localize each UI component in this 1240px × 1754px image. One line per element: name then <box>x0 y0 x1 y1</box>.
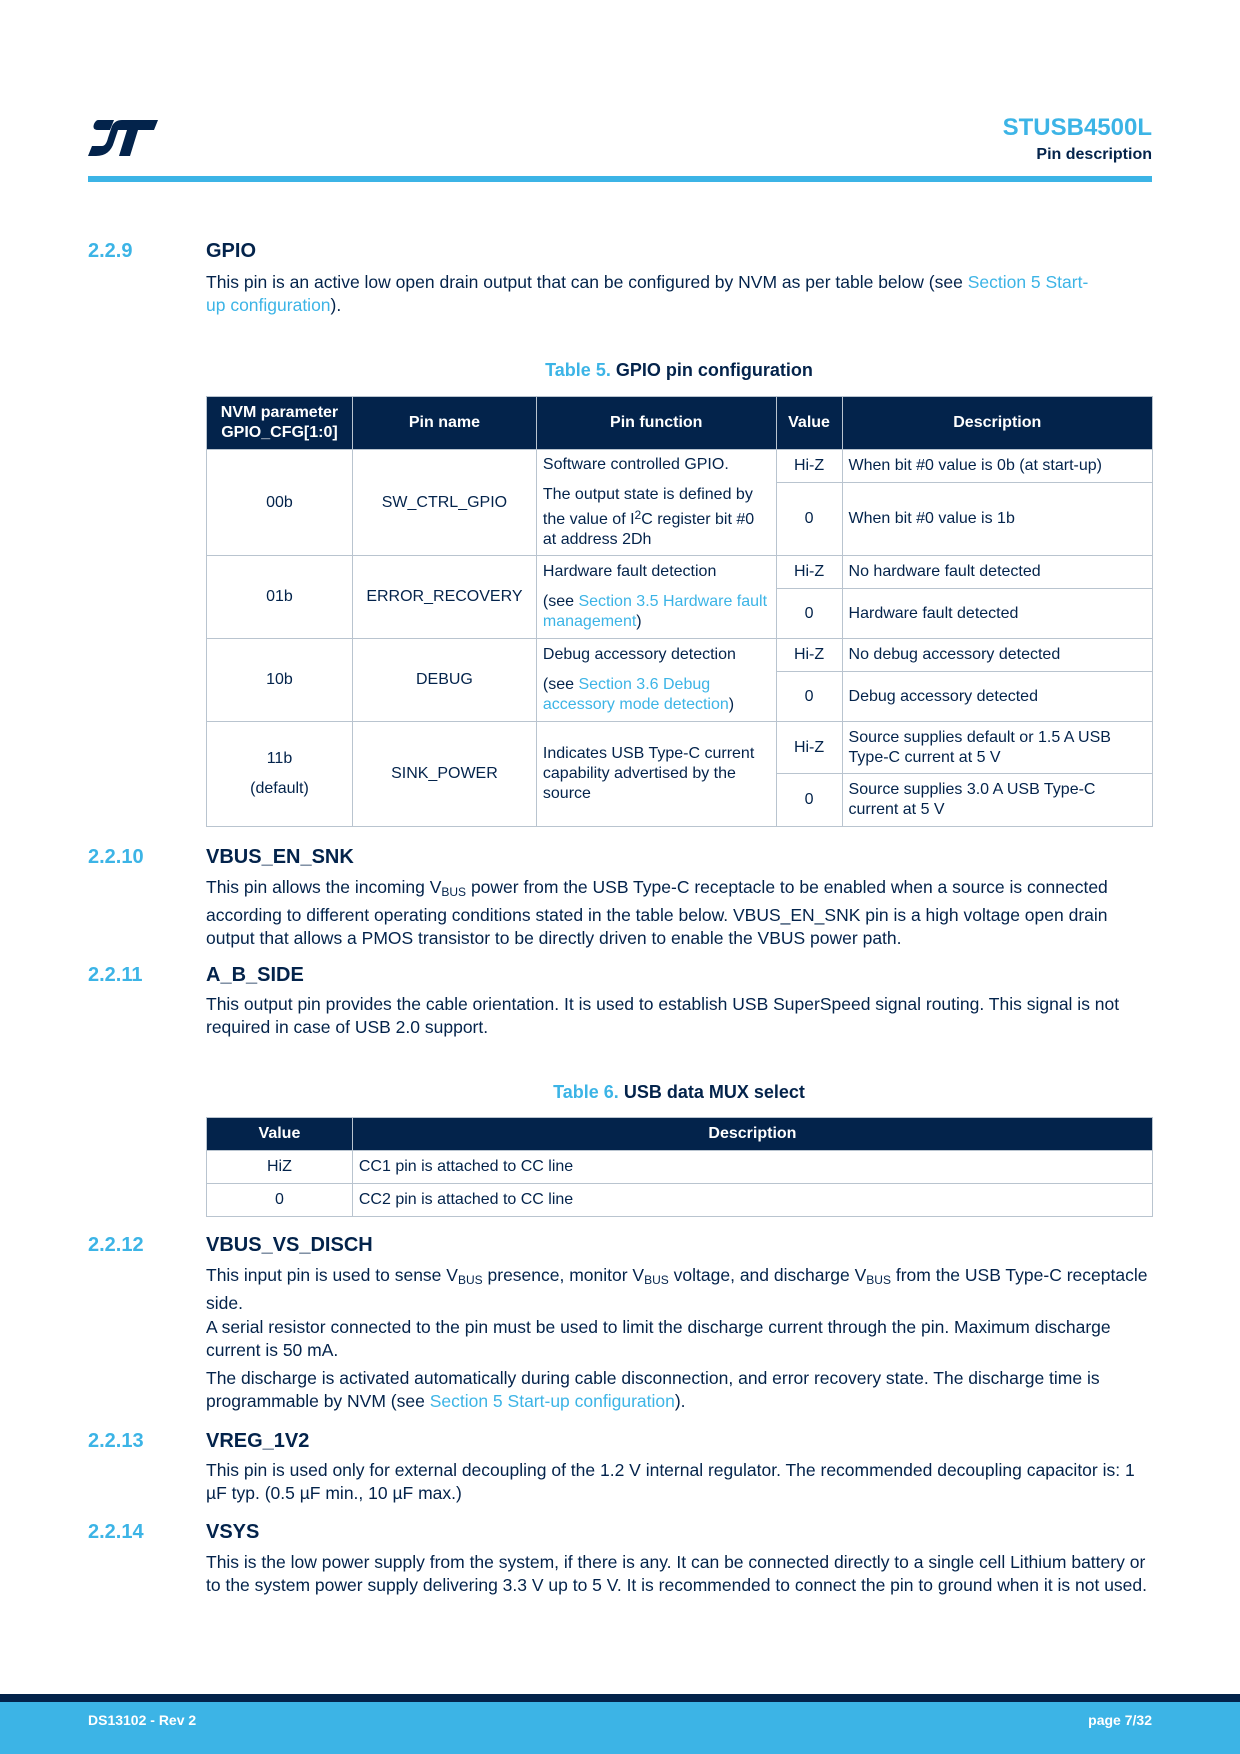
value-cell: 0 <box>776 589 842 639</box>
pin-function-cell: Hardware fault detection (see Section 3.5 Hardware fault management) <box>536 556 776 639</box>
header-value: Value <box>207 1118 353 1151</box>
header-divider <box>88 176 1152 182</box>
value-cell: Hi-Z <box>776 450 842 483</box>
table5-caption: Table 5. GPIO pin configuration <box>545 360 813 380</box>
value-cell: Hi-Z <box>776 639 842 672</box>
pin-function-cell: Software controlled GPIO. The output state is defined by the value of $I^2C$ register bit #0 at address 2Dh <box>536 450 776 556</box>
header-description: Description <box>352 1118 1152 1151</box>
section-title-vreg-1v2: VREG_1V2 <box>206 1430 310 1452</box>
nvm-cell: 00b <box>207 450 353 556</box>
nvm-cell: 11b (default) <box>207 722 353 827</box>
pin-function-cell: Indicates USB Type-C current capability advertised by the source <box>536 722 776 827</box>
description-cell: CC2 pin is attached to CC line <box>352 1184 1152 1217</box>
pin-name-cell: ERROR_RECOVERY <box>352 556 536 639</box>
gpio-paragraph: This pin is an active low open drain output that can be configured by NVM as per table below (see Section 5 Start-up configuration). <box>206 272 1089 315</box>
table6-caption: Table 6. USB data MUX select <box>553 1082 805 1102</box>
description-cell: No hardware fault detected <box>842 556 1152 589</box>
table-row <box>207 639 1153 672</box>
header-pin-function: Pin function <box>536 397 776 450</box>
value-cell: Hi-Z <box>776 722 842 774</box>
value-cell: Hi-Z <box>776 556 842 589</box>
description-cell: Hardware fault detected <box>842 589 1152 639</box>
description-cell: Source supplies default or 1.5 A USB Type-C current at 5 V <box>842 722 1152 774</box>
description-cell: CC1 pin is attached to CC line <box>352 1151 1152 1184</box>
description-cell: Debug accessory detected <box>842 672 1152 722</box>
section-number-vsys: 2.2.14 <box>88 1521 144 1543</box>
document-revision: DS13102 - Rev 2 <box>88 1712 197 1728</box>
value-cell: 0 <box>207 1184 353 1217</box>
nvm-cell: 01b <box>207 556 353 639</box>
section-number-vbus-vs-disch: 2.2.12 <box>88 1234 144 1256</box>
section-number-vbus-en-snk: 2.2.10 <box>88 846 144 868</box>
st-logo-icon <box>88 118 160 158</box>
vbus-vs-disch-paragraph-2: A serial resistor connected to the pin must be used to limit the discharge current through the pin. Maximum discharge current is 50 mA. <box>206 1317 1111 1360</box>
header-pin-name: Pin name <box>352 397 536 450</box>
value-cell: 0 <box>776 672 842 722</box>
vreg-1v2-paragraph: This pin is used only for external decoupling of the 1.2 V internal regulator. The recommended decoupling capacitor is: 1 µF typ. (0.5 µF min., 10 µF max.) <box>206 1460 1135 1503</box>
section-title-vbus-en-snk: VBUS_EN_SNK <box>206 846 354 868</box>
link-section-3-5[interactable]: Section 3.5 Hardware fault management <box>542 593 768 630</box>
link-section-5[interactable]: Section 5 Start-up configuration <box>429 1391 675 1411</box>
description-cell: When bit #0 value is 0b (at start-up) <box>842 450 1152 483</box>
vsys-paragraph: This is the low power supply from the system, if there is any. It can be connected directly to a single cell Lithium battery or to the system power supply delivering 3.3 V up to 5 V. It is recommended to connect the pin to ground when it is not used. <box>206 1552 1148 1595</box>
description-cell: Source supplies 3.0 A USB Type-C current at 5 V <box>842 774 1152 827</box>
footer-divider <box>0 1694 1240 1702</box>
section-title-gpio: GPIO <box>206 240 257 262</box>
document-subtitle: Pin description <box>1036 146 1152 163</box>
pin-function-cell: Debug accessory detection (see Section 3.6 Debug accessory mode detection) <box>536 639 776 722</box>
gpio-config-table <box>206 396 1153 827</box>
pin-name-cell: SINK_POWER <box>352 722 536 827</box>
a-b-side-paragraph: This output pin provides the cable orientation. It is used to establish USB SuperSpeed signal routing. This signal is not required in case of USB 2.0 support. <box>206 994 1120 1037</box>
table-row <box>207 722 1153 774</box>
section-title-vbus-vs-disch: VBUS_VS_DISCH <box>206 1234 373 1256</box>
vbus-vs-disch-paragraph-1: This input pin is used to sense $V_{BUS}$ presence, monitor $V_{BUS}$ voltage, and discharge $V_{BUS}$ from the USB Type-C receptacle side. <box>206 1265 1148 1313</box>
section-number-a-b-side: 2.2.11 <box>88 964 143 986</box>
description-cell: When bit #0 value is 1b <box>842 483 1152 556</box>
table-row <box>207 556 1153 589</box>
header-description: Description <box>842 397 1152 450</box>
vbus-vs-disch-paragraph-3: The discharge is activated automatically during cable disconnection, and error recovery state. The discharge time is programmable by NVM (see Section 5 Start-up configuration). <box>206 1368 1100 1411</box>
section-number-vreg-1v2: 2.2.13 <box>88 1430 144 1452</box>
section-title-vsys: VSYS <box>206 1521 260 1543</box>
pin-name-cell: DEBUG <box>352 639 536 722</box>
table-row <box>207 450 1153 483</box>
section-number-gpio: 2.2.9 <box>88 240 133 262</box>
value-cell: 0 <box>776 483 842 556</box>
table-row <box>207 1151 1153 1184</box>
link-section-3-6[interactable]: Section 3.6 Debug accessory mode detection <box>542 676 729 713</box>
page-number: page 7/32 <box>1088 1712 1152 1728</box>
header-nvm-parameter: NVM parameter GPIO_CFG[1:0] <box>207 397 353 450</box>
nvm-cell: 10b <box>207 639 353 722</box>
value-cell: 0 <box>776 774 842 827</box>
usb-mux-table <box>206 1117 1153 1217</box>
section-title-a-b-side: A_B_SIDE <box>206 964 304 986</box>
description-cell: No debug accessory detected <box>842 639 1152 672</box>
header-value: Value <box>776 397 842 450</box>
pin-name-cell: SW_CTRL_GPIO <box>352 450 536 556</box>
value-cell: HiZ <box>207 1151 353 1184</box>
vbus-en-snk-paragraph: This pin allows the incoming $V_{BUS}$ power from the USB Type-C receptacle to be enabled when a source is connected according to different operating conditions stated in the table below. VBUS_EN_SNK pin is a high voltage open drain output that allows a PMOS transistor to be directly driven to enable the VBUS power path. <box>206 877 1108 948</box>
table-row <box>207 1184 1153 1217</box>
link-section-5[interactable]: Section 5 Start-up configuration <box>206 272 1089 315</box>
document-title: STUSB4500L <box>1002 114 1152 141</box>
